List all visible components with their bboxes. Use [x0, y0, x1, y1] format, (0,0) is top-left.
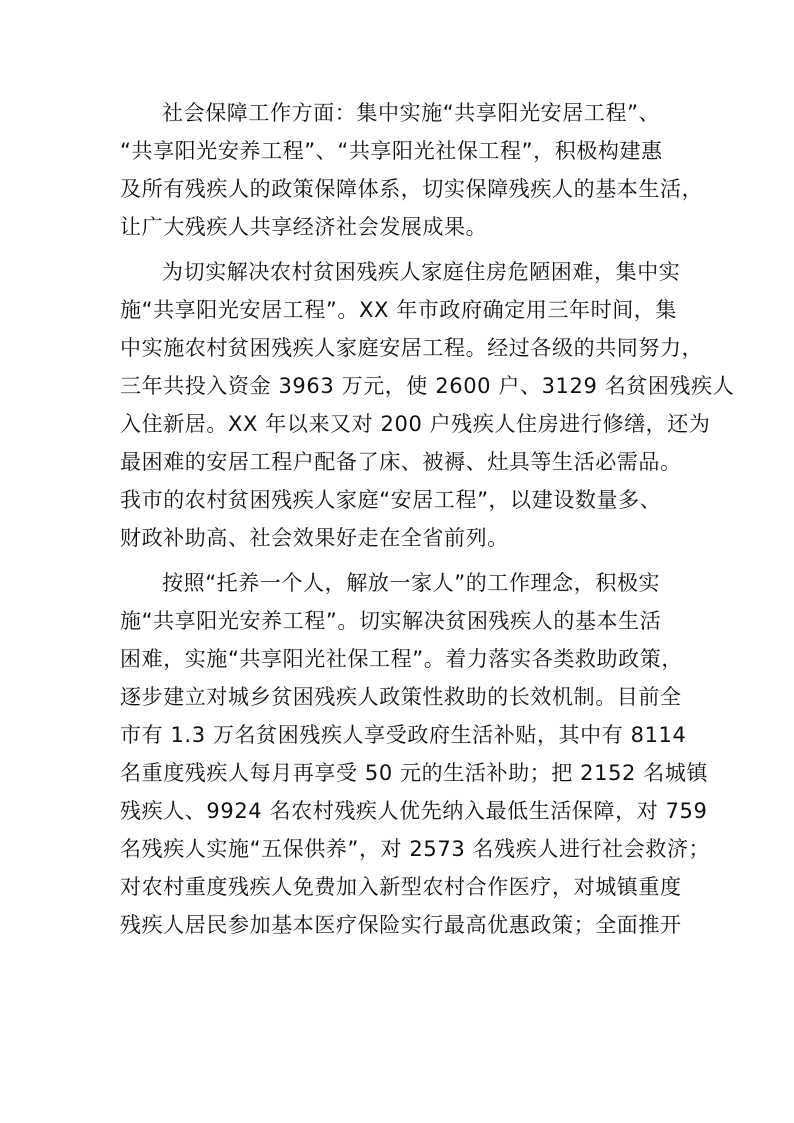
text-line: 施“共享阳光安养工程”。切实解决贫困残疾人的基本生活	[120, 609, 662, 633]
text-line: 及所有残疾人的政策保障体系，切实保障残疾人的基本生活，	[120, 177, 704, 201]
text-line: 残疾人、9924 名农村残疾人优先纳入最低生活保障，对 759	[120, 799, 708, 823]
text-line: 残疾人居民参加基本医疗保险实行最高优惠政策；全面推开	[120, 913, 682, 937]
text-line: 社会保障工作方面：集中实施“共享阳光安居工程”、	[162, 101, 661, 125]
text-line: 名重度残疾人每月再享受 50 元的生活补助；把 2152 名城镇	[120, 761, 709, 785]
text-line: 最困难的安居工程户配备了床、被褥、灶具等生活必需品。	[120, 450, 682, 474]
text-line: 让广大残疾人共享经济社会发展成果。	[120, 215, 488, 239]
text-line: 施“共享阳光安居工程”。XX 年市政府确定用三年时间，集	[120, 298, 678, 322]
text-line: 入住新居。XX 年以来又对 200 户残疾人住房进行修缮，还为	[120, 412, 711, 436]
text-line: 我市的农村贫困残疾人家庭“安居工程”，以建设数量多、	[120, 488, 662, 512]
text-line: 对农村重度残疾人免费加入新型农村合作医疗，对城镇重度	[120, 875, 682, 899]
text-line: 市有 1.3 万名贫困残疾人享受政府生活补贴，其中有 8114	[120, 723, 687, 747]
text-line: 逐步建立对城乡贫困残疾人政策性救助的长效机制。目前全	[120, 685, 682, 709]
text-line: 按照“托养一个人，解放一家人”的工作理念，积极实	[162, 571, 661, 595]
text-line: 名残疾人实施“五保供养”，对 2573 名残疾人进行社会救济；	[120, 837, 711, 861]
text-line: 为切实解决农村贫困残疾人家庭住房危陋困难，集中实	[162, 260, 681, 284]
text-line: 困难，实施“共享阳光社保工程”。着力落实各类救助政策，	[120, 647, 683, 671]
text-line: 财政补助高、社会效果好走在全省前列。	[120, 526, 509, 550]
text-line: 三年共投入资金 3963 万元，使 2600 户、3129 名贫困残疾人	[120, 374, 735, 398]
text-line: “共享阳光安养工程”、“共享阳光社保工程”，积极构建惠	[120, 139, 663, 163]
text-line: 中实施农村贫困残疾人家庭安居工程。经过各级的共同努力，	[120, 336, 704, 360]
